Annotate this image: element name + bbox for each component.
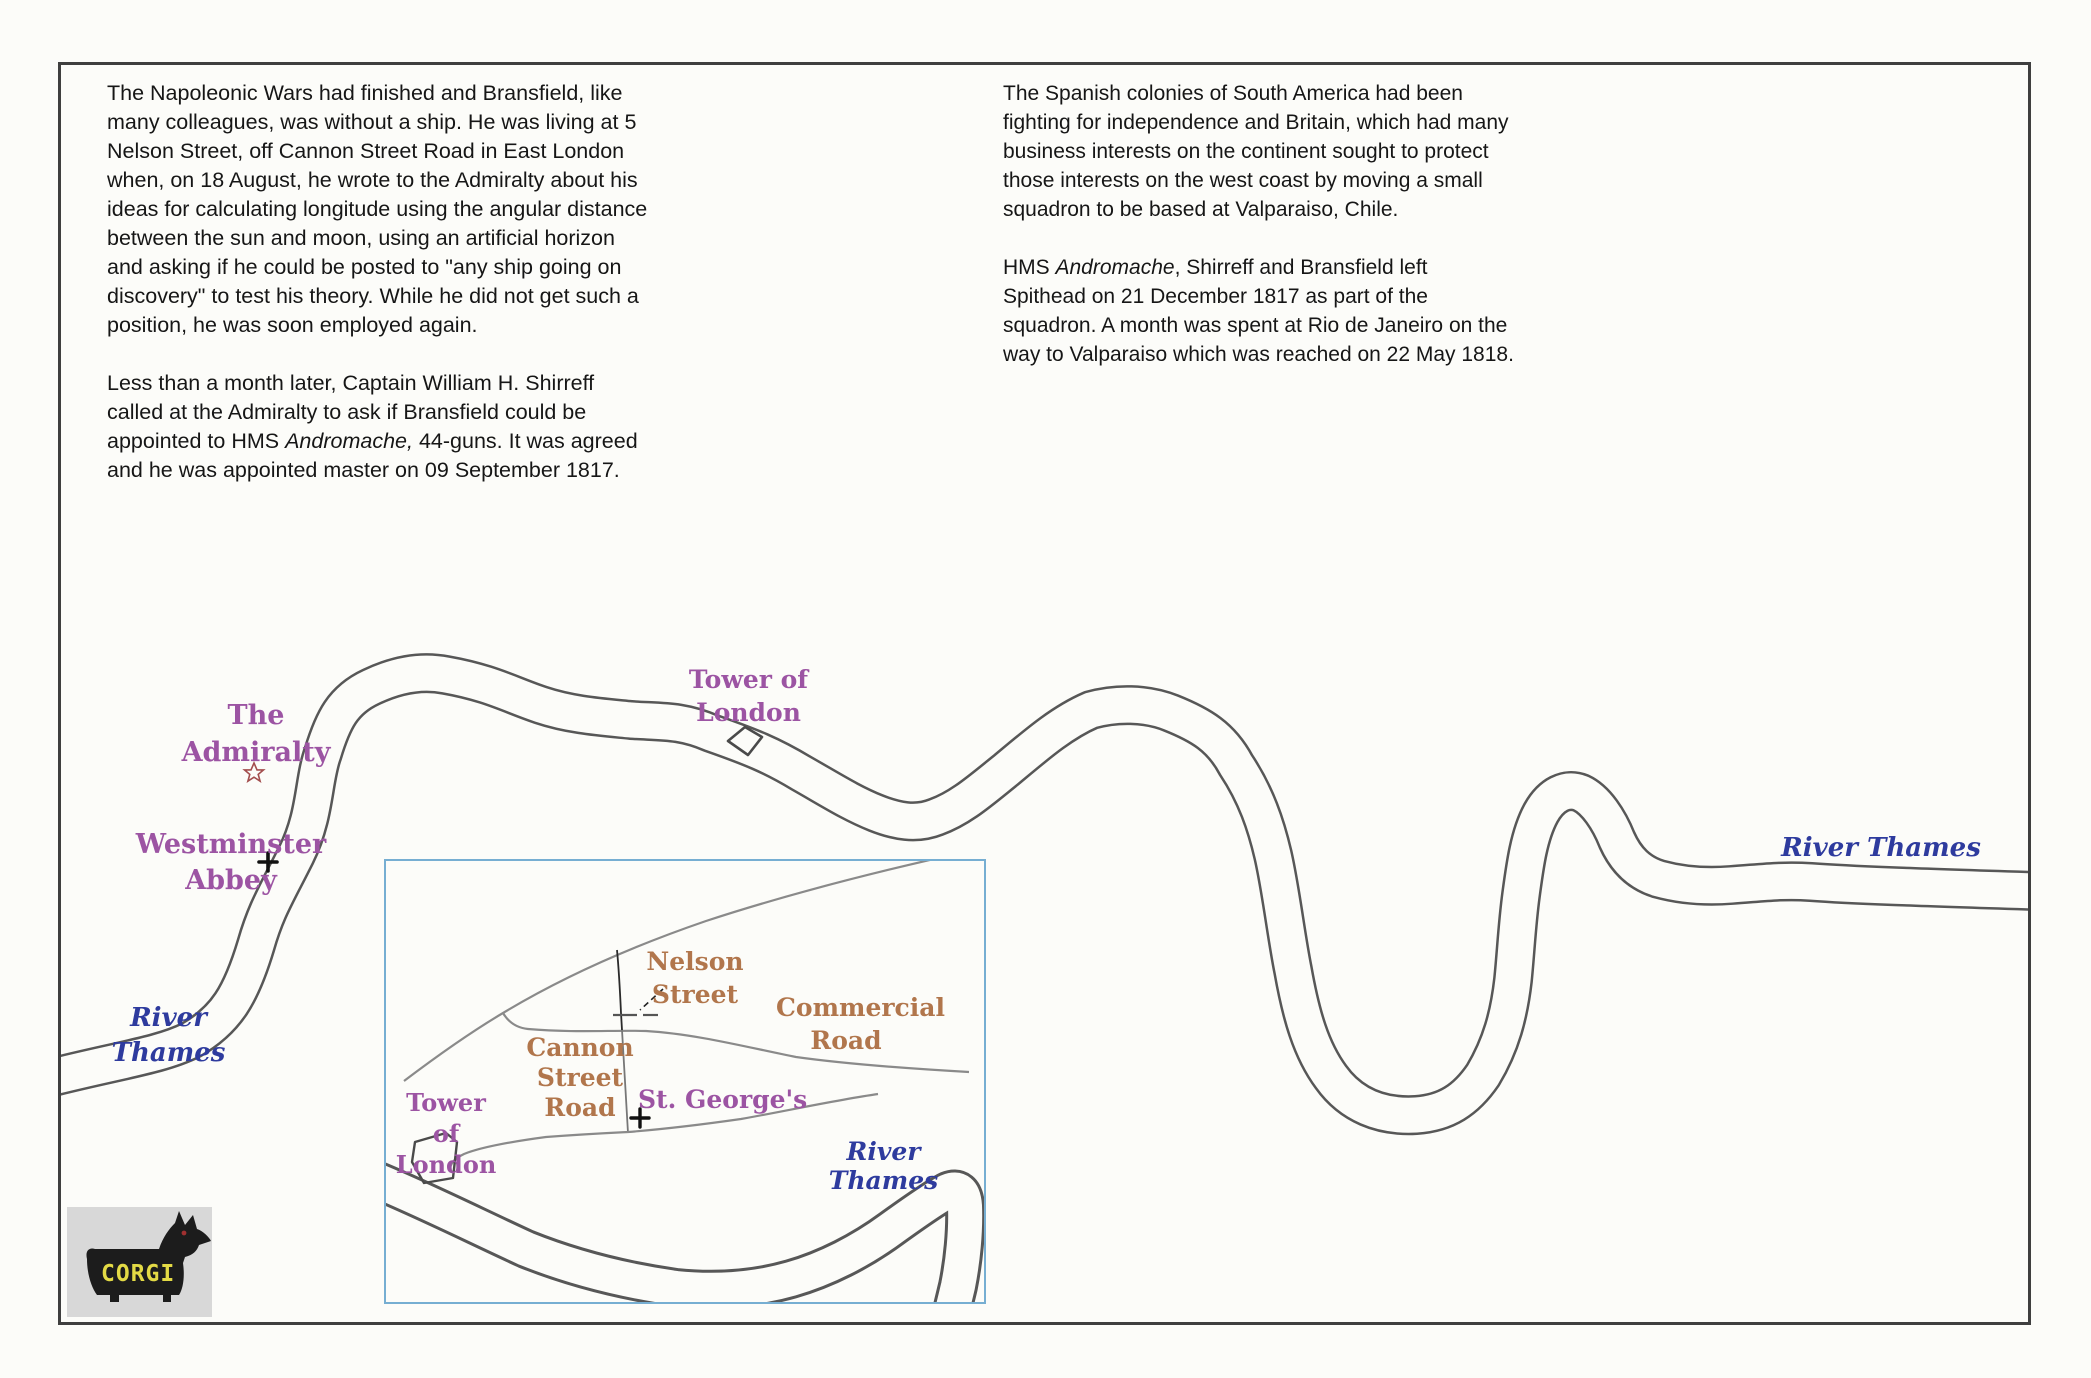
right-text-column [1003, 79, 1515, 398]
nelson-street-label [630, 945, 760, 1011]
westminster-abbey-label [121, 827, 341, 899]
paragraph-napoleonic: The Napoleonic Wars had finished and Bransfield, like many colleagues, was without a ship. He was living at 5 Nelson Street, off Cannon Street Road in East London when, on 18 August, he wrote to the Admiralty about his ideas for calculating longitude using the angular distance between the sun and moon, using an artificial horizon and asking if he could be posted to "any ship going on discovery" to test his theory. While he did not get such a position, he was soon employed again. [107, 81, 648, 337]
east-london-inset-map [384, 859, 986, 1304]
corgi-logo [67, 1207, 212, 1317]
paragraph-spithead [1003, 253, 1515, 369]
paragraph-shirreff-pre: Less than a month later, Captain William H. Shirreff called at the Admiralty to ask if Bransfield could be appointed to HMS [107, 371, 595, 453]
tower-main-line1: Tower of [688, 665, 809, 694]
commercial-line1: Commercial [776, 993, 945, 1022]
corgi-eye [182, 1231, 187, 1236]
paragraph-shirreff-post: 44-guns. It was agreed and he was appointed master on 09 September 1817. [107, 429, 638, 482]
corgi-logo-text: CORGI [101, 1261, 176, 1287]
admiralty-label-line2: Admiralty [181, 737, 331, 768]
cannon-line1: Cannon [526, 1033, 634, 1062]
nelson-line1: Nelson [646, 947, 744, 976]
nelson-line2: Street [651, 980, 739, 1009]
ship-name-italic: Andromache, [285, 429, 413, 453]
cannon-line2: Street [536, 1063, 624, 1092]
left-text-column [107, 79, 655, 514]
cannon-line3: Road [544, 1093, 616, 1122]
tower-of-london-label-main [661, 663, 836, 729]
admiralty-label-line1: The [227, 700, 285, 731]
commercial-road-label [776, 991, 945, 1057]
page-frame [58, 62, 2031, 1325]
tower-main-line2: London [696, 698, 801, 727]
tower-inset-line2: London [395, 1150, 497, 1179]
paragraph-spanish-colonies: The Spanish colonies of South America had been fighting for independence and Britain, which had many business interests on the continent sought to protect those interests on the west coast by moving a small squadron to be based at Valparaiso, Chile. [1003, 82, 1509, 221]
nelson-street-line [617, 950, 622, 1030]
river-thames-label-right: River Thames [1781, 833, 1981, 863]
inset-drawing [386, 861, 984, 1302]
river-thames-course [61, 673, 2028, 1115]
tower-of-london-label-inset [391, 1087, 501, 1180]
tower-inset-line1: Tower of [406, 1088, 486, 1148]
paragraph-spithead-post: , Shirreff and Bransfield left Spithead on 21 December 1817 as part of the squadron. A month was spent at Rio de Janeiro on the way to Valparaiso which was reached on 22 May 1818. [1003, 256, 1514, 366]
westminster-label-line1: Westminster [135, 829, 327, 860]
river-thames-label-inset: River Thames [828, 1137, 939, 1195]
commercial-line2: Road [810, 1026, 882, 1055]
cannon-street-road-label [516, 1033, 644, 1123]
st-georges-label: St. George's [638, 1085, 808, 1114]
river-left-line2: Thames [111, 1038, 226, 1068]
river-thames-label-left [91, 1001, 246, 1071]
river-left-line1: River [130, 1003, 207, 1033]
westminster-label-line2: Abbey [185, 865, 277, 896]
admiralty-label [181, 697, 331, 771]
paragraph-spithead-pre: HMS [1003, 256, 1056, 279]
ship-name-italic-2: Andromache [1055, 256, 1175, 279]
inset-river-thames [386, 1181, 965, 1302]
paragraph-shirreff [107, 369, 655, 485]
corgi-dog-icon [67, 1207, 212, 1317]
